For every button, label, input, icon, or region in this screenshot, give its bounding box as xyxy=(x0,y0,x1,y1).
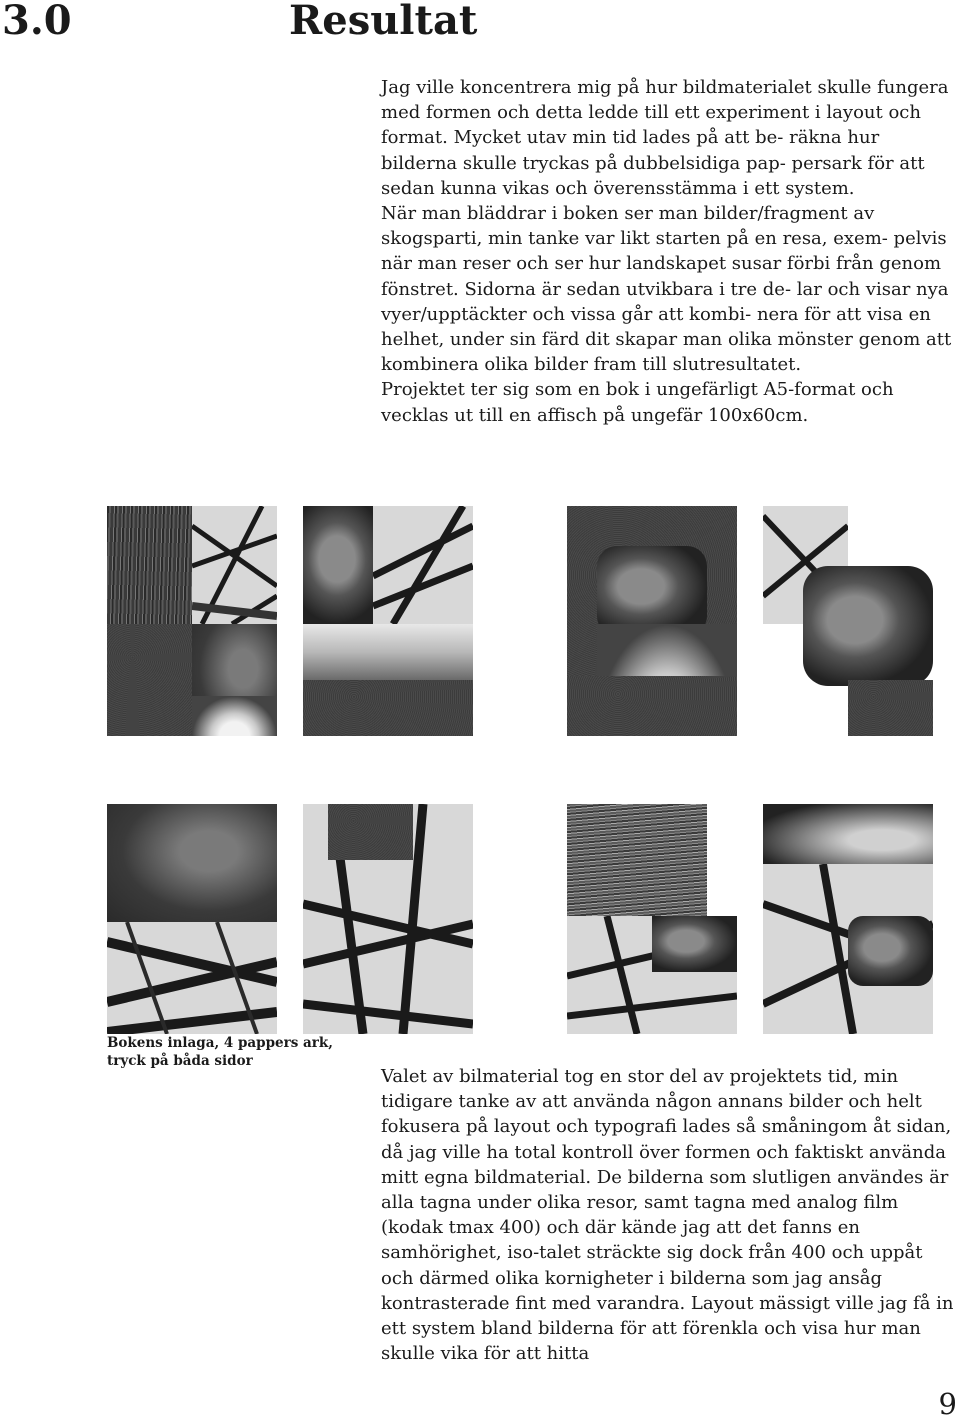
photo-dark-grain xyxy=(848,680,933,736)
photo-dark-grain xyxy=(107,624,192,736)
photo-face xyxy=(763,804,933,864)
photo-water-texture xyxy=(567,804,707,916)
section-title: Resultat xyxy=(289,0,478,44)
photo-stone xyxy=(803,566,933,686)
photo-spread-5 xyxy=(107,804,277,1034)
photo-branches xyxy=(373,506,473,624)
photo-sky xyxy=(303,624,473,680)
section-number: 3.0 xyxy=(2,0,72,44)
intro-paragraph-3: Projektet ter sig som en bok i ungefärligt A5-format och vecklas ut till en affisch på ungefär 100x60cm. xyxy=(381,379,894,426)
photo-stone xyxy=(652,916,737,972)
intro-text xyxy=(381,75,956,428)
photo-spread-6 xyxy=(303,804,473,1034)
photo-spread-8 xyxy=(763,804,933,1034)
photo-dark-grain xyxy=(567,676,737,736)
photo-stone xyxy=(848,916,933,986)
intro-paragraph-2: När man bläddrar i boken ser man bilder/fragment av skogsparti, min tanke var likt starten på en resa, exem- pelvis när man reser och ser hur landskapet susar förbi från genom fönstret. Sidorna är sedan utvikbara i tre de- lar och visar nya vyer/upptäckter och vissa går att kombi- nera för att visa en helhet, under sin färd dit skapar man olika mönster genom att kombinera olika bilder fram till slutresultatet. xyxy=(381,203,952,376)
photo-cloudy-sky xyxy=(107,804,277,922)
photo-branches xyxy=(107,922,277,1034)
photo-branches xyxy=(192,506,277,624)
photo-stone xyxy=(597,546,707,636)
photo-spread-2 xyxy=(303,506,473,736)
photo-hair xyxy=(192,696,277,736)
photo-spread-4 xyxy=(763,506,933,736)
photo-tree-bark xyxy=(107,506,192,624)
image-caption: Bokens inlaga, 4 pappers ark, tryck på båda sidor xyxy=(107,1035,333,1069)
section-heading xyxy=(0,0,960,46)
intro-paragraph-1: Jag ville koncentrera mig på hur bildmaterialet skulle fungera med formen och detta ledde till ett experiment i layout och format. Mycket utav min tid lades på att be- räkna hur bilderna skulle tryckas på dubbelsidiga pap- persark för att sedan kunna vikas och överensstämma i ett system. xyxy=(381,77,949,199)
body-text: Valet av bilmaterial tog en stor del av projektets tid, min tidigare tanke av att använda någon annans bilder och helt fokusera på layout och typografi lades så småningom åt sidan, då jag ville ha total kontroll över formen och faktiskt använda mitt egna bildmaterial. De bilderna som slutligen användes är alla tagna under olika resor, samt tagna med analog film (kodak tmax 400) och där kände jag att det fanns en samhörighet, iso-talet sträckte sig dock från 400 och uppåt och därmed olika kornigheter i bilderna som jag ansåg kontrasterade fint med varandra. Layout mässigt ville jag få in ett system bland bilderna för att förenkla och visa hur man skulle vika för att hitta xyxy=(381,1066,954,1365)
photo-spread-3 xyxy=(567,506,737,736)
page-number: 9 xyxy=(938,1387,957,1421)
photo-dark-grain xyxy=(328,804,413,860)
photo-dark-grain xyxy=(303,680,473,736)
photo-spread-7 xyxy=(567,804,737,1034)
photo-spread-1 xyxy=(107,506,277,736)
